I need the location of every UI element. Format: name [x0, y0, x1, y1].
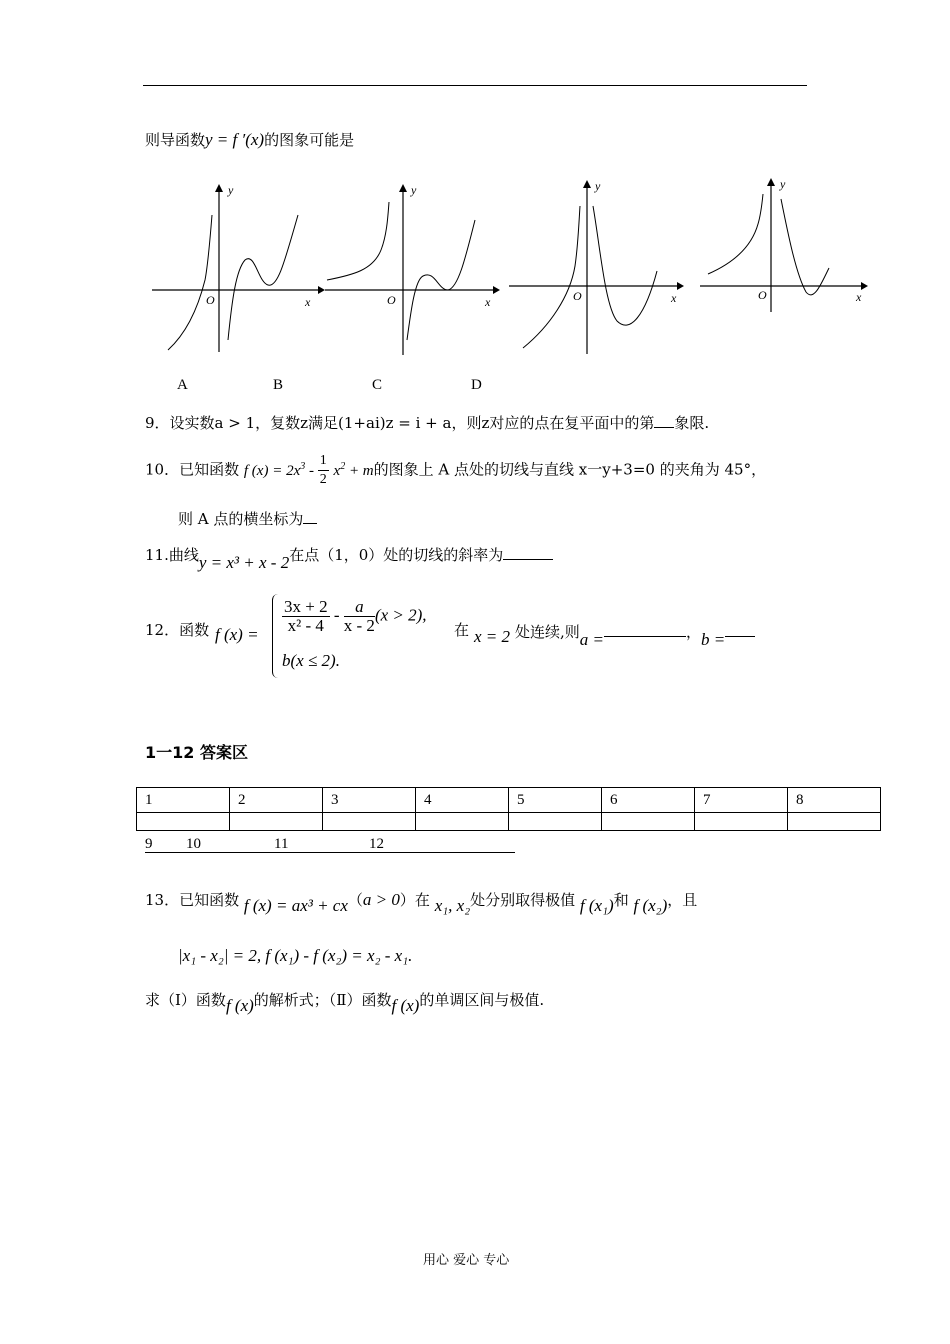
intro-expr: y = f ′(x): [205, 130, 265, 149]
intro-line: [145, 130, 354, 150]
q12-b-blank: [725, 620, 755, 637]
intro-suffix: 的图象可能是: [264, 131, 355, 149]
q12-fx: f (x) =: [215, 625, 259, 644]
fill-label-9: 9: [145, 836, 153, 852]
question-10-line2: [178, 507, 317, 529]
q13-and: 和: [613, 891, 629, 909]
q12-case2: b(x ≤ 2).: [282, 651, 340, 670]
q13-fx1: f (x₁): [579, 896, 614, 915]
q13-tail: ，且: [667, 891, 698, 909]
answer-cell-1[interactable]: [137, 813, 230, 831]
answer-header-1: 1: [137, 788, 230, 813]
q9-blank: [654, 411, 674, 428]
graph-b-y-label: y: [411, 183, 417, 197]
answer-cell-6[interactable]: [602, 813, 695, 831]
q13-line2: |x₁ - x₂| = 2, f (x₁) - f (x₂) = x₂ - x₁.: [178, 946, 413, 965]
q10-expr-left: f (x) = 2x: [243, 462, 301, 479]
q13-pts: x₁, x₂: [434, 896, 471, 915]
q10-plus: + m: [345, 462, 374, 479]
q13-cond: a > 0: [362, 890, 400, 909]
q10-expr-right: x: [333, 462, 341, 479]
q12-mid: 在: [454, 621, 470, 639]
q12-case1-mid: -: [329, 605, 344, 625]
answer-cell-3[interactable]: [323, 813, 416, 831]
answer-header-2: 2: [230, 788, 323, 813]
q10-suffix: 的图象上 A 点处的切线与直线 x一y+3=0 的夹角为 45°，: [373, 460, 767, 479]
option-b: B: [273, 377, 284, 393]
q13-cond-open: （: [347, 891, 363, 909]
graph-a-y-label: y: [228, 183, 234, 197]
q13-fx2: f (x₂): [633, 896, 668, 915]
question-13-line3: [145, 990, 545, 1015]
graph-b-x-label: x: [485, 295, 491, 309]
q13-cond-close: ）在: [399, 891, 430, 909]
fill-label-12: 12: [369, 836, 384, 852]
q13-mid: 处分别取得极值: [470, 891, 576, 909]
q12-brace: [272, 594, 279, 678]
answer-cell-4[interactable]: [416, 813, 509, 831]
q12-at: x = 2: [474, 627, 511, 646]
graph-d-origin: O: [758, 288, 767, 302]
q10-frac-den: 2: [319, 472, 327, 487]
graph-c: [505, 176, 690, 365]
q10-blank: [303, 507, 317, 524]
header-rule: [143, 85, 807, 86]
q12-b-label: b =: [701, 630, 726, 649]
q12-suffix-text: 处连续,则: [515, 623, 580, 641]
q13-line3-a: 求（Ⅰ）函数: [145, 991, 226, 1009]
q13-prefix: 13．已知函数: [145, 891, 240, 909]
q9-text: 9．设实数a > 1，复数z满足(1+ai)z = i + a，则z对应的点在复平面中的第: [145, 414, 655, 432]
intro-prefix: 则导函数: [145, 131, 206, 149]
question-13: [145, 890, 698, 915]
answer-cell-8[interactable]: [788, 813, 881, 831]
graph-a-origin: O: [206, 293, 215, 307]
graph-a-x-label: x: [305, 295, 311, 309]
q10-frac-num: 1: [318, 452, 329, 471]
q12-case1-den: x² - 4: [287, 616, 324, 635]
answer-header-7: 7: [695, 788, 788, 813]
answer-header-6: 6: [602, 788, 695, 813]
option-a: A: [177, 377, 188, 393]
q12-a-label: a =: [579, 630, 605, 649]
q11-suffix: 在点（1，0）处的切线的斜率为: [289, 546, 504, 564]
fill-label-10: 10: [186, 836, 201, 852]
q11-blank: [503, 543, 553, 560]
q12-case1-cond: (x > 2),: [374, 605, 427, 625]
option-d: D: [471, 377, 482, 393]
q12-a-blank: [604, 620, 686, 637]
q12-suffix: [515, 620, 755, 649]
q12-case1: [282, 598, 427, 635]
q11-expr: y = x³ + x - 2: [198, 553, 290, 572]
q9-tail: 象限.: [674, 414, 710, 432]
q10-line2: 则 A 点的横坐标为: [178, 510, 304, 528]
graph-d-x-label: x: [856, 290, 862, 304]
q13-line3-fx: f (x): [225, 996, 254, 1015]
graph-d-y-label: y: [780, 177, 786, 191]
graph-b: [323, 180, 503, 364]
answer-cell-5[interactable]: [509, 813, 602, 831]
q13-line3-b: 的解析式；（Ⅱ）函数: [253, 991, 392, 1009]
option-c: C: [372, 377, 383, 393]
q10-minus: -: [305, 462, 318, 479]
graph-b-origin: O: [387, 293, 396, 307]
answer-header-3: 3: [323, 788, 416, 813]
answer-cell-2[interactable]: [230, 813, 323, 831]
page-footer: 用心 爱心 专心: [423, 1253, 510, 1268]
q12-prefix: 12．函数: [145, 621, 210, 639]
answer-area-heading: 1一12 答案区: [145, 743, 248, 762]
q12-case1-num2: a: [344, 598, 375, 617]
graph-a: [150, 180, 325, 364]
answer-table: [136, 787, 881, 831]
graph-d: [696, 174, 876, 318]
q13-line3-c: 的单调区间与极值.: [419, 991, 545, 1009]
question-9: [145, 411, 709, 433]
answer-header-5: 5: [509, 788, 602, 813]
answer-header-4: 4: [416, 788, 509, 813]
q12-case1-den2: x - 2: [343, 616, 375, 635]
question-10: 10．已知函数 f $(x) = 2x^3$ - $\frac{1}{2}$ $x^2 + m$的图象上 A 点处的切线与直线 x一y+3=0 的夹角为 45°，: [145, 453, 767, 487]
answer-header-8: 8: [788, 788, 881, 813]
fill-line[interactable]: [145, 838, 515, 853]
q10-prefix: 10．已知函数: [145, 460, 240, 479]
q12-sep: ，: [686, 623, 702, 641]
graph-c-x-label: x: [671, 291, 677, 305]
q11-prefix: 11.曲线: [145, 546, 199, 564]
q13-fx: f (x) = ax³ + cx: [243, 896, 348, 915]
fill-label-11: 11: [274, 836, 289, 852]
graph-c-origin: O: [573, 289, 582, 303]
q12-case1-num: 3x + 2: [284, 597, 328, 616]
answer-cell-7[interactable]: [695, 813, 788, 831]
q13-line3-fx2: f (x): [391, 996, 420, 1015]
question-11: [145, 543, 553, 572]
graph-c-y-label: y: [595, 179, 601, 193]
